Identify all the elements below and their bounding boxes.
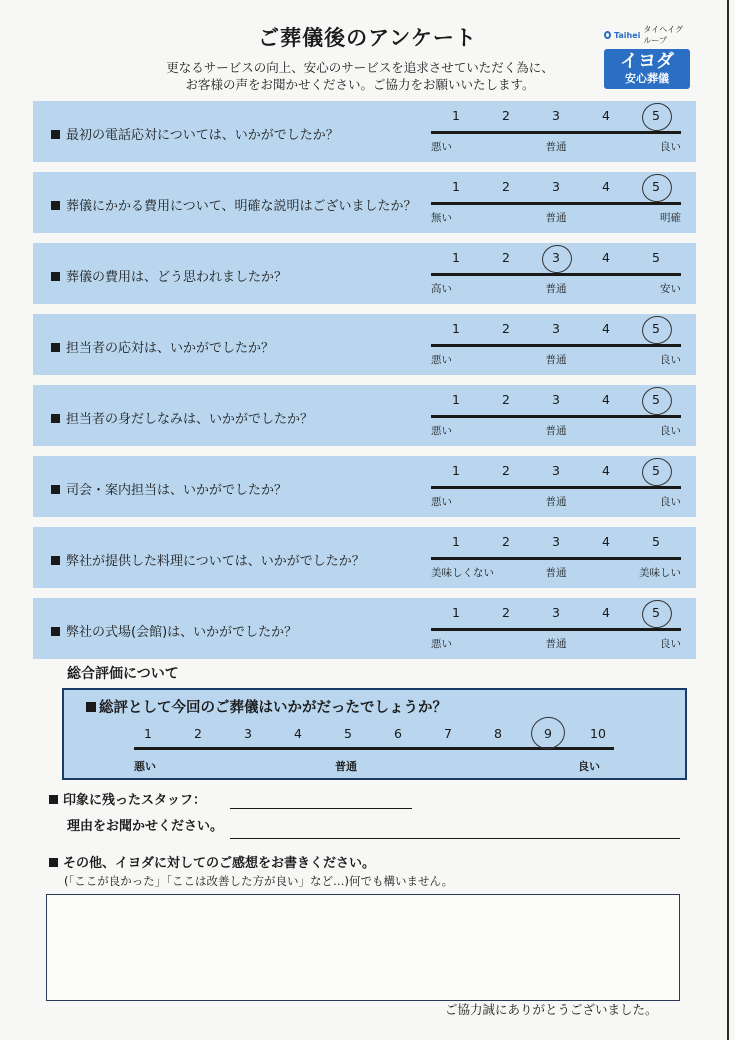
- scale-number[interactable]: 5: [652, 321, 660, 336]
- scale-number[interactable]: 3: [552, 392, 560, 407]
- overall-scale-number[interactable]: 8: [494, 726, 502, 741]
- overall-scale-number[interactable]: 2: [194, 726, 202, 741]
- other-comments-note: (「ここが良かった」「ここは改善した方が良い」など…)何でも構いません。: [64, 874, 454, 888]
- scale-label-right: 良い: [660, 141, 681, 153]
- question-label: 最初の電話応対については、いかがでしたか？: [66, 128, 339, 143]
- scale-number[interactable]: 2: [502, 392, 510, 407]
- rating-scale[interactable]: [431, 101, 681, 162]
- scale-number[interactable]: 5: [652, 250, 660, 265]
- square-bullet-icon: [51, 627, 60, 636]
- scale-line: [431, 273, 681, 276]
- overall-scale-number[interactable]: 9: [544, 726, 552, 741]
- page-title: ご葬儀後のアンケート: [258, 26, 477, 50]
- scale-number[interactable]: 2: [502, 605, 510, 620]
- question-text: [51, 124, 339, 143]
- scale-line: [431, 131, 681, 134]
- scale-number[interactable]: 3: [552, 250, 560, 265]
- selected-answer-circle: [539, 242, 574, 276]
- overall-label-mid: 普通: [335, 760, 357, 773]
- scale-number[interactable]: 1: [452, 534, 460, 549]
- question-text: [51, 550, 365, 569]
- overall-scale-number[interactable]: 7: [444, 726, 452, 741]
- scale-number[interactable]: 5: [652, 179, 660, 194]
- scale-label-left: 悪い: [431, 425, 452, 437]
- scale-number[interactable]: 1: [452, 321, 460, 336]
- question-text: [51, 337, 274, 356]
- scale-line: [431, 344, 681, 347]
- overall-scale-number[interactable]: 1: [144, 726, 152, 741]
- rating-scale[interactable]: [431, 527, 681, 588]
- scale-line: [431, 557, 681, 560]
- other-comments-title: [49, 852, 375, 871]
- scale-number[interactable]: 5: [652, 463, 660, 478]
- question-row: [33, 456, 696, 517]
- reason-field[interactable]: [230, 838, 680, 839]
- scale-number[interactable]: 2: [502, 534, 510, 549]
- scale-number[interactable]: 2: [502, 179, 510, 194]
- scale-label-mid: 普通: [545, 283, 567, 295]
- overall-label-right: 良い: [578, 760, 600, 773]
- company-logo: [604, 24, 690, 89]
- scale-label-right: 明確: [660, 212, 681, 224]
- question-text: [51, 621, 297, 640]
- square-bullet-icon: [51, 201, 60, 210]
- question-label: 弊社が提供した料理については、いかがでしたか？: [66, 554, 365, 569]
- scale-label-right: 良い: [660, 496, 681, 508]
- intro-line-1: 更なるサービスの向上、安心のサービスを追求させていただく為に、: [166, 60, 554, 75]
- selected-answer-circle: [639, 171, 674, 205]
- square-bullet-icon: [51, 130, 60, 139]
- scale-label-right: 良い: [660, 354, 681, 366]
- scale-label-mid: 普通: [545, 212, 567, 224]
- intro-line-2: お客様の声をお聞かせください。ご協力をお願いいたします。: [185, 77, 535, 92]
- scale-number[interactable]: 1: [452, 108, 460, 123]
- square-bullet-icon: [51, 272, 60, 281]
- logo-brand-small: Taihei: [613, 30, 641, 40]
- overall-label-left: 悪い: [134, 760, 156, 773]
- overall-scale-number[interactable]: 10: [590, 726, 606, 741]
- scale-number[interactable]: 5: [652, 392, 660, 407]
- selected-answer-circle: [639, 313, 674, 347]
- reason-label: 理由をお聞かせください。: [67, 819, 224, 834]
- square-bullet-icon: [51, 556, 60, 565]
- scale-line: [431, 628, 681, 631]
- question-row: [33, 172, 696, 233]
- scale-number[interactable]: 1: [452, 392, 460, 407]
- question-text: [51, 195, 416, 214]
- square-bullet-icon: [51, 414, 60, 423]
- square-bullet-icon: [51, 343, 60, 352]
- scale-number[interactable]: 3: [552, 534, 560, 549]
- scale-number[interactable]: 4: [602, 463, 610, 478]
- question-label: 担当者の応対は、いかがでしたか？: [66, 341, 275, 356]
- scale-label-mid: 普通: [545, 141, 567, 153]
- scale-number[interactable]: 2: [502, 463, 510, 478]
- scale-number[interactable]: 2: [502, 321, 510, 336]
- logo-group: タイヘイグループ: [643, 25, 684, 45]
- logo-sub: 安心葬儀: [625, 72, 669, 85]
- logo-brand: イヨダ: [620, 51, 674, 72]
- scale-label-left: 高い: [431, 283, 452, 295]
- overall-scale-number[interactable]: 6: [394, 726, 402, 741]
- question-label: 弊社の式場(会館)は、いかがでしたか？: [66, 625, 298, 640]
- overall-question-text: 総評として今回のご葬儀はいかがだったでしょうか？: [99, 700, 447, 716]
- overall-scale-number[interactable]: 3: [244, 726, 252, 741]
- selected-answer-circle: [639, 384, 674, 418]
- scale-label-left: 無い: [431, 212, 452, 224]
- overall-scale-number[interactable]: 4: [294, 726, 302, 741]
- question-row: [33, 314, 696, 375]
- overall-question: [86, 696, 447, 717]
- thanks-message: ご協力誠にありがとうございました。: [445, 1002, 658, 1017]
- selected-answer-circle: [639, 597, 674, 631]
- rating-scale[interactable]: [431, 314, 681, 375]
- rating-scale[interactable]: [431, 385, 681, 446]
- other-comments-title-text: その他、イヨダに対してのご感想をお書きください。: [63, 856, 376, 871]
- scale-number[interactable]: 5: [652, 605, 660, 620]
- rating-scale[interactable]: [431, 456, 681, 517]
- scale-label-mid: 普通: [545, 425, 567, 437]
- scale-label-right: 良い: [660, 638, 681, 650]
- square-bullet-icon: [49, 858, 58, 867]
- scale-number[interactable]: 4: [602, 605, 610, 620]
- scale-number[interactable]: 4: [602, 108, 610, 123]
- taihei-logo-icon: [604, 31, 611, 39]
- square-bullet-icon: [86, 702, 96, 712]
- scale-label-left: 悪い: [431, 141, 452, 153]
- question-row: [33, 101, 696, 162]
- scale-number[interactable]: 4: [602, 321, 610, 336]
- scale-number[interactable]: 1: [452, 250, 460, 265]
- question-label: 葬儀の費用は、どう思われましたか？: [66, 270, 288, 285]
- square-bullet-icon: [49, 795, 58, 804]
- question-label: 司会・案内担当は、いかがでしたか？: [66, 483, 288, 498]
- scale-label-left: 美味しくない: [431, 567, 494, 579]
- page-edge: [727, 0, 729, 1040]
- selected-answer-circle: [639, 455, 674, 489]
- scale-label-right: 美味しい: [639, 567, 681, 579]
- overall-scale[interactable]: [134, 726, 614, 776]
- comments-textarea[interactable]: [46, 894, 680, 1001]
- overall-scale-number[interactable]: 5: [344, 726, 352, 741]
- rating-scale[interactable]: [431, 243, 681, 304]
- scale-number[interactable]: 5: [652, 534, 660, 549]
- scale-number[interactable]: 3: [552, 463, 560, 478]
- scale-line: [431, 486, 681, 489]
- scale-label-mid: 普通: [545, 567, 567, 579]
- scale-label-left: 悪い: [431, 496, 452, 508]
- question-text: [51, 408, 313, 427]
- question-text: [51, 266, 287, 285]
- scale-label-left: 悪い: [431, 354, 452, 366]
- scale-number[interactable]: 3: [552, 605, 560, 620]
- question-text: [51, 479, 287, 498]
- scale-number[interactable]: 5: [652, 108, 660, 123]
- overall-rating-box: [62, 688, 687, 780]
- scale-label-right: 良い: [660, 425, 681, 437]
- scale-number[interactable]: 3: [552, 108, 560, 123]
- staff-name-field[interactable]: [230, 808, 412, 809]
- scale-label-left: 悪い: [431, 638, 452, 650]
- question-row: [33, 243, 696, 304]
- rating-scale[interactable]: [431, 598, 681, 659]
- staff-label: [49, 789, 206, 808]
- scale-number[interactable]: 3: [552, 179, 560, 194]
- scale-label-mid: 普通: [545, 638, 567, 650]
- rating-scale[interactable]: [431, 172, 681, 233]
- scale-line: [431, 202, 681, 205]
- scale-label-right: 安い: [660, 283, 681, 295]
- question-row: [33, 527, 696, 588]
- scale-label-mid: 普通: [545, 354, 567, 366]
- overall-section-title: 総合評価について: [67, 666, 179, 682]
- staff-label-text: 印象に残ったスタッフ：: [63, 793, 207, 808]
- scale-number[interactable]: 4: [602, 250, 610, 265]
- question-label: 担当者の身だしなみは、いかがでしたか？: [66, 412, 314, 427]
- scale-number[interactable]: 2: [502, 108, 510, 123]
- square-bullet-icon: [51, 485, 60, 494]
- scale-number[interactable]: 4: [602, 534, 610, 549]
- scale-number[interactable]: 4: [602, 392, 610, 407]
- question-row: [33, 598, 696, 659]
- scale-line: [431, 415, 681, 418]
- selected-answer-circle: [639, 100, 674, 134]
- scale-number[interactable]: 1: [452, 179, 460, 194]
- scale-number[interactable]: 1: [452, 605, 460, 620]
- scale-number[interactable]: 1: [452, 463, 460, 478]
- question-row: [33, 385, 696, 446]
- scale-number[interactable]: 2: [502, 250, 510, 265]
- scale-number[interactable]: 4: [602, 179, 610, 194]
- logo-badge: [604, 49, 690, 89]
- question-label: 葬儀にかかる費用について、明確な説明はございましたか？: [66, 199, 417, 214]
- scale-number[interactable]: 3: [552, 321, 560, 336]
- scale-label-mid: 普通: [545, 496, 567, 508]
